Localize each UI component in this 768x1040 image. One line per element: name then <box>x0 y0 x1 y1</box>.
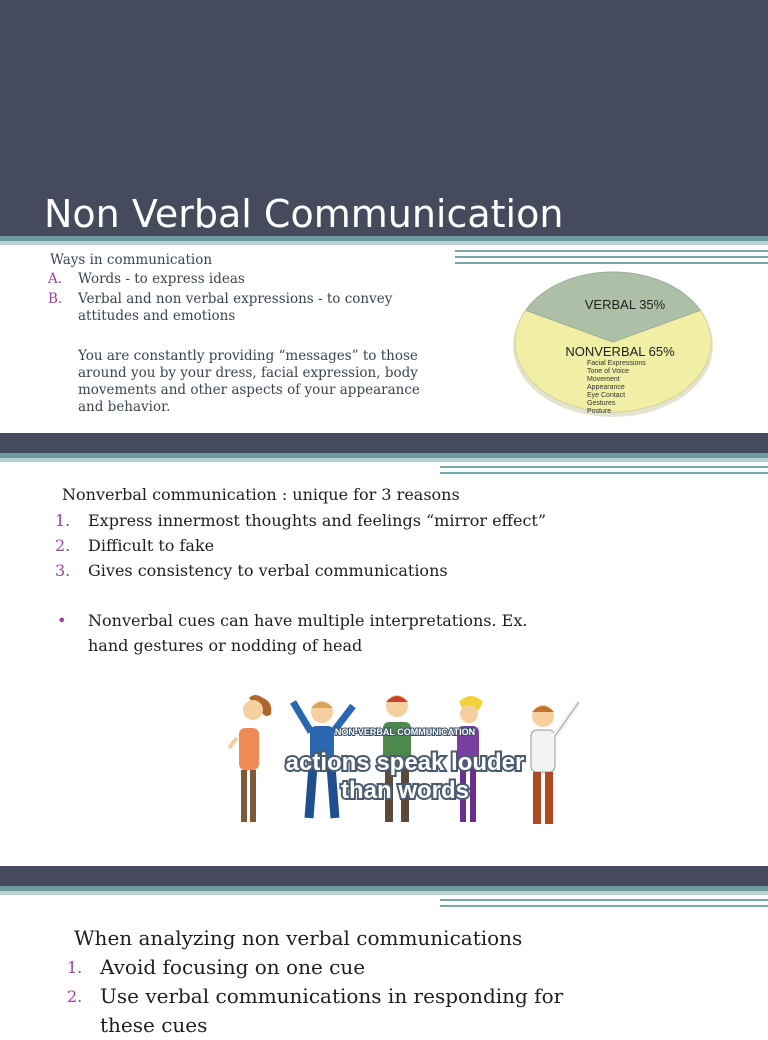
list-item: 2. Use verbal communications in responding for these cues <box>67 984 564 1037</box>
paragraph: You are constantly providing “messages” to those around you by your dress, facial expression, body movements and other aspects of your appearance and behavior. <box>78 348 420 415</box>
header-stripe-light <box>0 241 768 245</box>
list-item: 2. Difficult to fake <box>55 536 215 555</box>
pie-subitem: Facial Expressions <box>587 360 646 367</box>
list-item: 3. Gives consistency to verbal communications <box>55 561 448 580</box>
slide2-header <box>0 433 768 453</box>
pie-subitem: Gestures <box>587 400 616 407</box>
pie-subitem: Posture <box>587 408 612 415</box>
slide3-header <box>0 866 768 886</box>
pie-subitem: Movement <box>587 376 620 383</box>
banner-line-1: actions speak louder <box>285 749 525 776</box>
intro-text: Ways in communication <box>50 252 213 268</box>
banner-line-2: than words <box>340 777 470 804</box>
banner-small: NON-VERBAL COMMUNICATION <box>334 727 476 737</box>
pie-subitem: Eye Contact <box>587 392 626 399</box>
person-figure <box>531 702 579 824</box>
people-illustration <box>215 690 595 832</box>
bullet-item: • Nonverbal cues can have multiple interpretations. Ex. hand gestures or nodding of head <box>57 611 528 655</box>
list-item: 1. Avoid focusing on one cue <box>67 955 366 979</box>
pie-subitem: Tone of Voice <box>587 368 630 375</box>
pie-chart <box>508 266 718 422</box>
list-item: 1. Express innermost thoughts and feelings “mirror effect” <box>55 511 547 530</box>
pie-label-verbal: VERBAL 35% <box>584 297 666 312</box>
slide-title: Non Verbal Communication <box>44 192 564 236</box>
pie-subitem: Appearance <box>587 384 625 391</box>
slide3-heading: When analyzing non verbal communications <box>74 926 523 950</box>
slide2-heading: Nonverbal communication : unique for 3 reasons <box>62 485 460 504</box>
pie-label-nonverbal: NONVERBAL 65% <box>565 344 675 359</box>
